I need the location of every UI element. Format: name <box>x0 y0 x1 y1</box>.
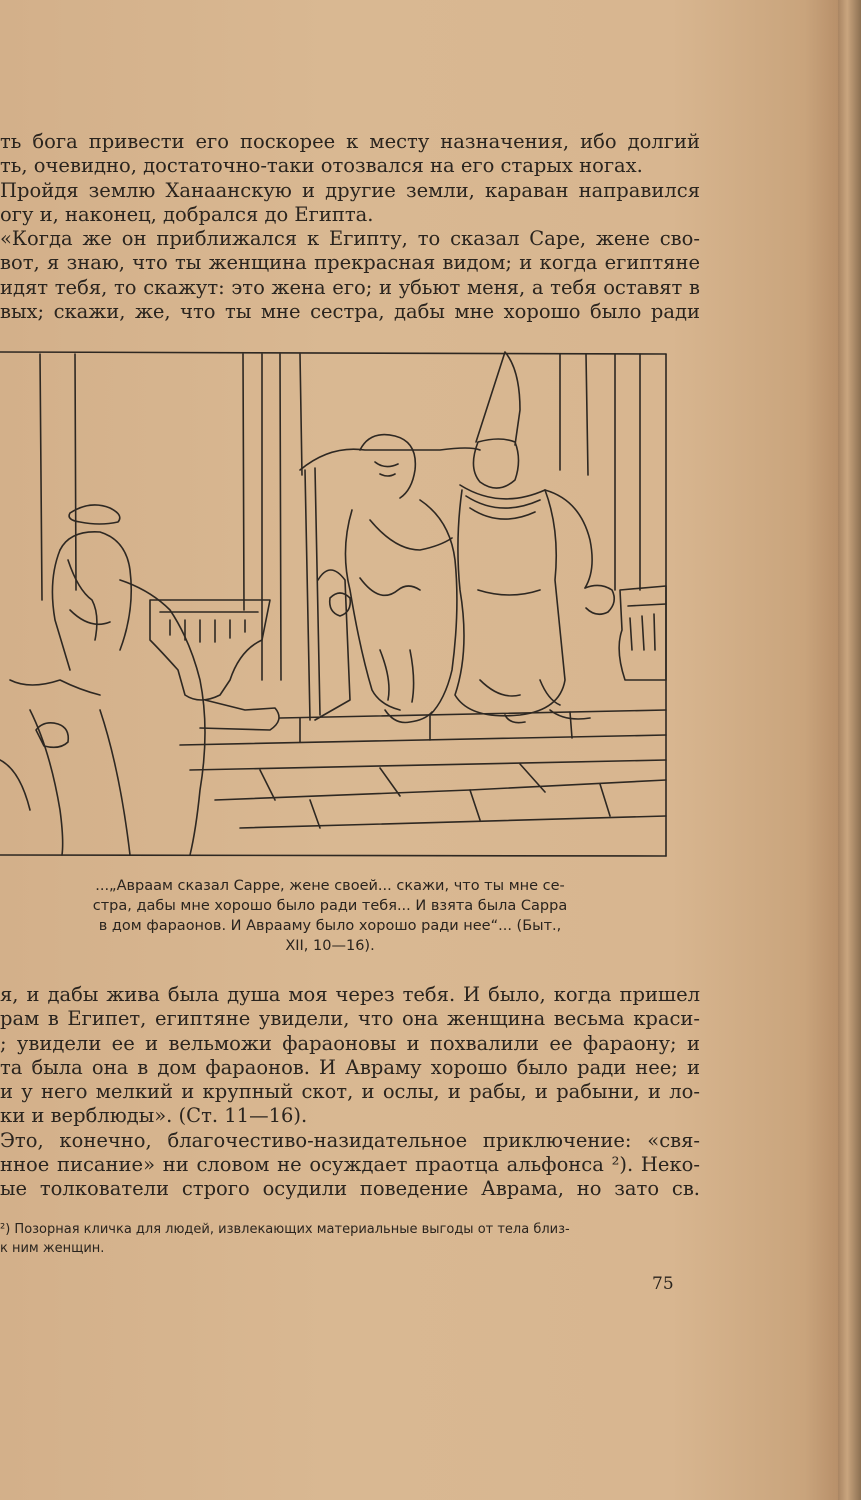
illustration-caption <box>30 876 630 956</box>
text-line: «Когда же он приближался к Египту, то сказал Саре, жене сво- <box>0 227 700 251</box>
footnote <box>0 1220 700 1258</box>
text-line: Это, конечно, благочестиво-назидательное приключение: «свя- <box>0 1128 700 1152</box>
bottom-paragraphs <box>0 983 700 1202</box>
text-line: огу и, наконец, добрался до Египта. <box>0 202 374 226</box>
text-line: рам в Египет, египтяне увидели, что она женщина весьма краси- <box>0 1007 700 1031</box>
top-paragraphs <box>0 130 700 324</box>
text-line: ; увидели ее и вельможи фараоновы и похвалили ее фараону; и <box>0 1031 700 1055</box>
text-line: ть, очевидно, достаточно-таки отозвался на его старых ногах. <box>0 154 643 178</box>
text-line: та была она в дом фараонов. И Авраму хорошо было ради нее; и <box>0 1055 700 1079</box>
text-line: и у него мелкий и крупный скот, и ослы, и рабы, и рабыни, и ло- <box>0 1080 700 1104</box>
page-edge <box>838 0 861 1500</box>
text-line: нное писание» ни словом не осуждает праотца альфонса ²). Неко- <box>0 1153 700 1177</box>
caption-line: XII, 10—16). <box>285 938 375 954</box>
text-line: вот, я знаю, что ты женщина прекрасная видом; и когда египтяне <box>0 251 700 275</box>
text-line: ть бога привести его поскорее к месту назначения, ибо долгий <box>0 130 700 153</box>
page-number: 75 <box>652 1274 674 1294</box>
text-line: ки и верблюды». (Ст. 11—16). <box>0 1104 308 1128</box>
text-line: ые толкователи строго осудили поведение Аврама, но зато св. <box>0 1177 700 1201</box>
footnote-line: ²) Позорная кличка для людей, извлекающих материальные выгоды от тела близ- <box>0 1222 570 1237</box>
text-line: Пройдя землю Ханаанскую и другие земли, караван направился <box>0 178 700 202</box>
caption-line: в дом фараонов. И Аврааму было хорошо ради нее“... (Быт., <box>98 918 562 934</box>
footnote-line: к ним женщин. <box>0 1241 105 1256</box>
illustration-pharaoh-and-sarah <box>0 350 668 858</box>
caption-line: стра, дабы мне хорошо было ради тебя... И взята была Сарра <box>92 898 568 914</box>
text-line: идят тебя, то скажут: это жена его; и убьют меня, а тебя оставят в <box>0 275 700 299</box>
caption-line: ...„Авраам сказал Сарре, жене своей... скажи, что ты мне се- <box>95 878 565 894</box>
text-line: я, и дабы жива была душа моя через тебя. И было, когда пришел <box>0 983 700 1006</box>
text-line: вых; скажи, же, что ты мне сестра, дабы мне хорошо было ради <box>0 300 700 324</box>
